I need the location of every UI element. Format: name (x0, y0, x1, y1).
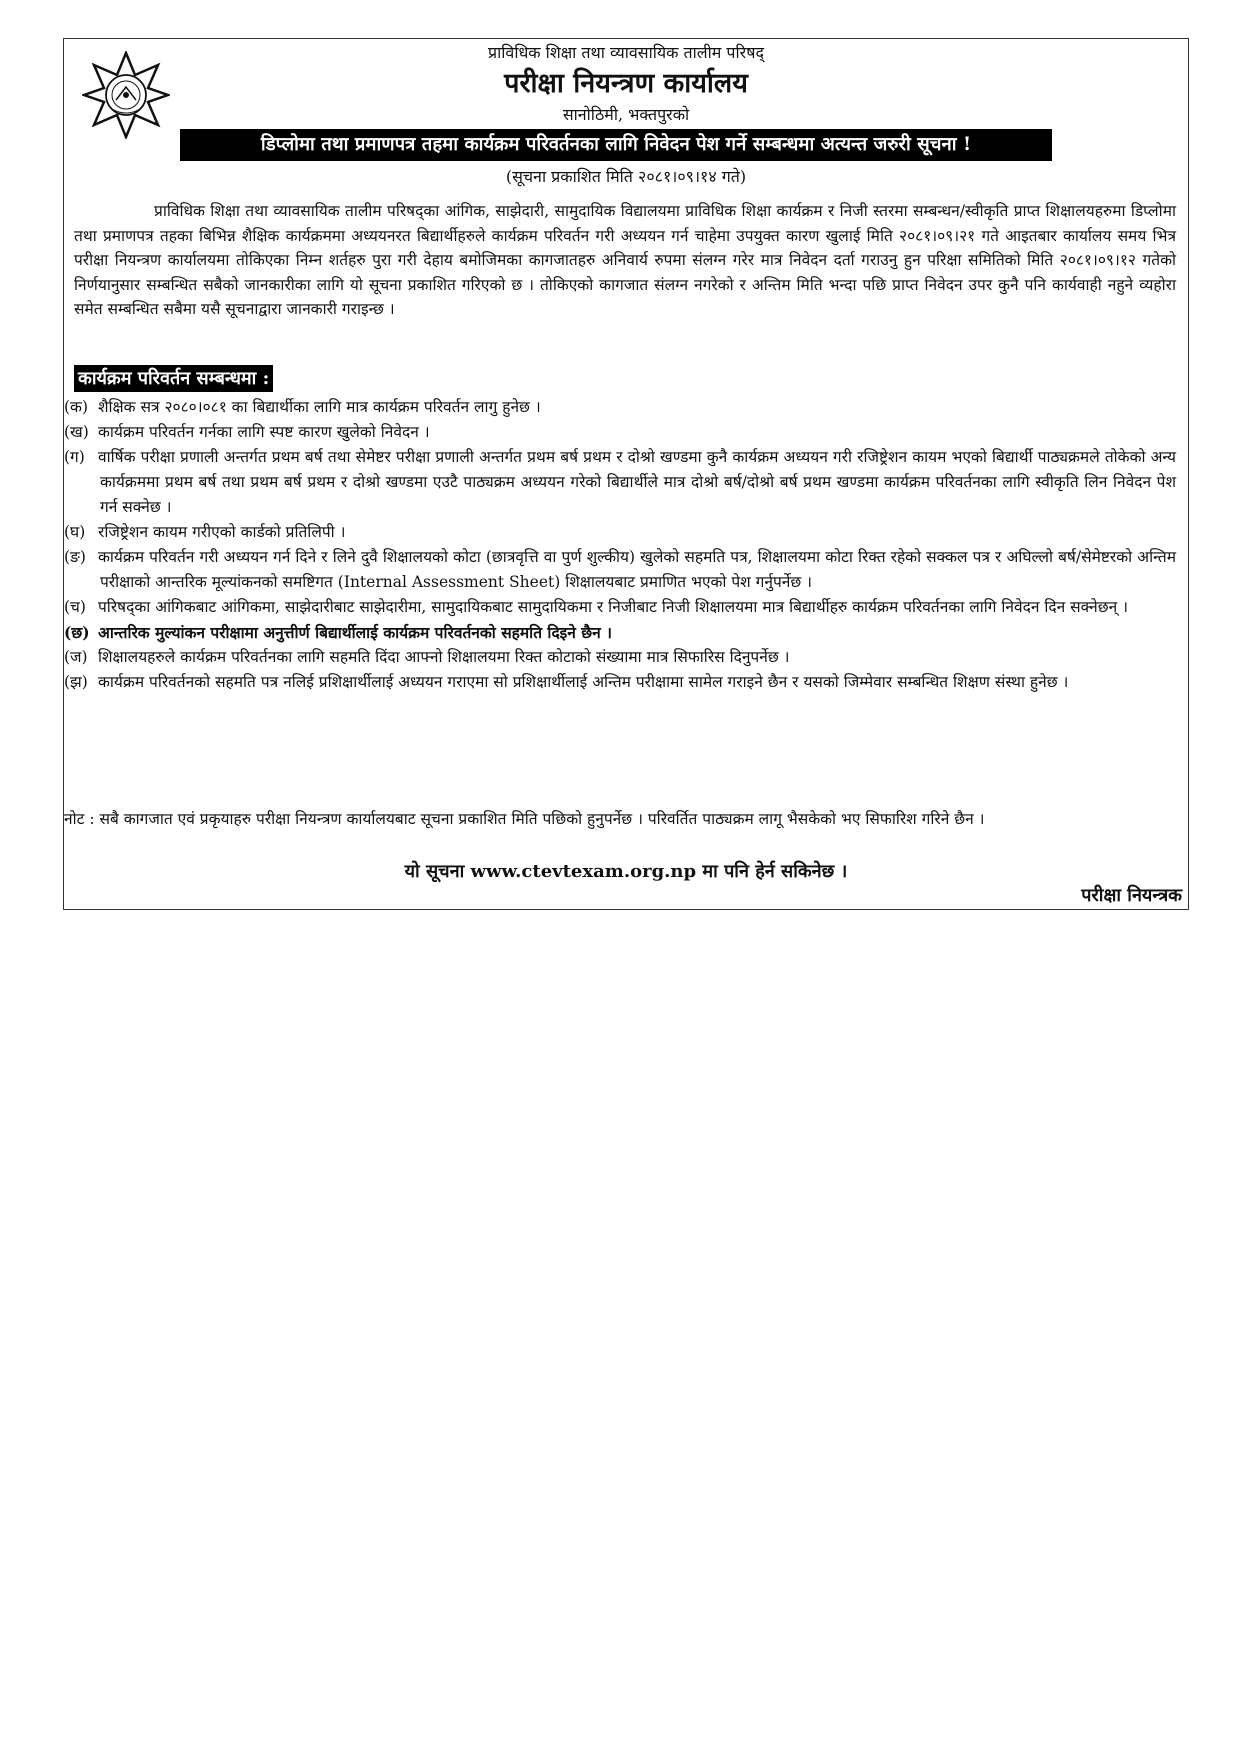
item-marker: (छ) (64, 623, 90, 642)
council-name: प्राविधिक शिक्षा तथा व्यावसायिक तालीम परिषद् (488, 43, 764, 62)
item-marker: (ख) (64, 423, 89, 441)
item-marker: (क) (64, 398, 88, 416)
office-name: परीक्षा नियन्त्रण कार्यालय (504, 68, 748, 99)
item-text: रजिष्ट्रेशन कायम गरीएको कार्डको प्रतिलिपी । (98, 523, 346, 541)
condition-item (64, 670, 1176, 695)
notice-box (63, 38, 1189, 910)
section-heading: कार्यक्रम परिवर्तन सम्बन्धमा : (74, 365, 273, 392)
condition-item (64, 595, 1176, 620)
item-text: कार्यक्रम परिवर्तन गरी अध्ययन गर्न दिने र लिने दुवै शिक्षालयको कोटा (छात्रवृत्ति वा पुर्ण शुल्कीय) खुलेको सहमति पत्र, शिक्षालयमा कोटा रिक्त रहेको सक्कल पत्र र अघिल्लो बर्ष/सेमेष्टरको अन्तिम परीक्षाको आन्तरिक मूल्यांकनको समष्टिगत (Internal Assessment Sheet) शिक्षालयबाट प्रमाणित भएको पेश गर्नुपर्नेछ । (98, 548, 1176, 591)
item-text: कार्यक्रम परिवर्तनको सहमति पत्र नलिई प्रशिक्षार्थीलाई अध्ययन गराएमा सो प्रशिक्षार्थीलाई अन्तिम परीक्षामा सामेल गराइने छैन र यसको जिम्मेवार सम्बन्धित शिक्षण संस्था हुनेछ । (98, 673, 1069, 691)
website-line: यो सूचना www.ctevtexam.org.np मा पनि हेर्न सकिनेछ । (404, 861, 848, 882)
publication-date: (सूचना प्रकाशित मिति २०८१।०९।१४ गते) (505, 167, 747, 186)
item-text: कार्यक्रम परिवर्तन गर्नका लागि स्पष्ट कारण खुलेको निवेदन । (98, 423, 430, 441)
condition-item (64, 395, 1176, 420)
item-marker: (झ) (64, 673, 88, 691)
item-marker: (च) (64, 598, 86, 616)
note-paragraph: नोट : सबै कागजात एवं प्रकृयाहरु परीक्षा नियन्त्रण कार्यालयबाट सूचना प्रकाशित मिति पछिको हुनुपर्नेछ । परिवर्तित पाठ्यक्रम लागू भैसकेको भए सिफारिश गरिने छैन । (64, 810, 985, 828)
condition-item (64, 420, 1176, 445)
item-text: वार्षिक परीक्षा प्रणाली अन्तर्गत प्रथम बर्ष तथा सेमेष्टर परीक्षा प्रणाली अन्तर्गत प्रथम बर्ष प्रथम र दोश्रो खण्डमा कुनै कार्यक्रम अध्ययन गरी रजिष्ट्रेशन कायम भएको बिद्यार्थी पाठ्यक्रमले तोकेको अन्य कार्यक्रममा प्रथम बर्ष तथा प्रथम बर्ष प्रथम र दोश्रो खण्डमा एउटै पाठ्यक्रम अध्ययन गरेको बिद्यार्थीले मात्र दोश्रो बर्ष/दोश्रो बर्ष प्रथम खण्डमा कार्यक्रम परिवर्तनका लागि स्वीकृति लिन निवेदन पेश गर्न सक्नेछ । (98, 448, 1176, 516)
condition-list (64, 395, 1176, 695)
signature: परीक्षा नियन्त्रक (1081, 885, 1182, 906)
condition-item (64, 545, 1176, 595)
condition-item (64, 645, 1176, 670)
intro-paragraph: प्राविधिक शिक्षा तथा व्यावसायिक तालीम परिषद्का आंगिक, साझेदारी, सामुदायिक विद्यालयमा प्राविधिक शिक्षा कार्यक्रम र निजी स्तरमा सम्बन्धन/स्वीकृति प्राप्त शिक्षालयहरुमा डिप्लोमा तथा प्रमाणपत्र तहका बिभिन्न शैक्षिक कार्यक्रममा अध्ययनरत बिद्यार्थीहरुले कार्यक्रम परिवर्तन गरी अध्ययन गर्न चाहेमा उपयुक्त कारण खुलाई मिति २०८१।०९।२१ गते आइतबार कार्यालय समय भित्र परीक्षा नियन्त्रण कार्यालयमा तोकिएका निम्न शर्तहरु पुरा गरी देहाय बमोजिमका कागजातहरु अनिवार्य रुपमा संलग्न गरेर मात्र निवेदन दर्ता गराउनु हुन परिक्षा समितिको मिति २०८१।०९।१२ गतेको निर्णयानुसार सम्बन्धित सबैको जानकारीका लागि यो सूचना प्रकाशित गरिएको छ । तोकिएको कागजात संलग्न नगरेको र अन्तिम मिति भन्दा पछि प्राप्त निवेदन उपर कुनै पनि कार्यवाही नहुने व्यहोरा समेत सम्बन्धित सबैमा यसै सूचनाद्वारा जानकारी गराइन्छ । (74, 202, 1176, 318)
item-marker: (ज) (64, 648, 88, 666)
item-text: शिक्षालयहरुले कार्यक्रम परिवर्तनका लागि सहमति दिंदा आफ्नो शिक्षालयमा रिक्त कोटाको संख्यामा मात्र सिफारिस दिनुपर्नेछ । (98, 648, 790, 666)
office-address: सानोठिमी, भक्तपुरको (562, 105, 690, 124)
item-text: परिषद्का आंगिकबाट आंगिकमा, साझेदारीबाट साझेदारीमा, सामुदायिकबाट सामुदायिकमा र निजीबाट निजी शिक्षालयमा मात्र बिद्यार्थीहरु कार्यक्रम परिवर्तनका लागि निवेदन दिन सक्नेछन् । (98, 598, 1128, 616)
item-marker: (ग) (64, 448, 85, 466)
condition-item (64, 520, 1176, 545)
condition-item (64, 620, 1176, 645)
condition-item (64, 445, 1176, 520)
item-text: आन्तरिक मुल्यांकन परीक्षामा अनुत्तीर्ण बिद्यार्थीलाई कार्यक्रम परिवर्तनको सहमति दिइने छैन । (98, 623, 613, 642)
notice-headline: डिप्लोमा तथा प्रमाणपत्र तहमा कार्यक्रम परिवर्तनका लागि निवेदन पेश गर्ने सम्बन्धमा अत्यन्त जरुरी सूचना ! (180, 129, 1052, 161)
item-text: शैक्षिक सत्र २०८०।०८१ का बिद्यार्थीका लागि मात्र कार्यक्रम परिवर्तन लागु हुनेछ । (98, 398, 541, 416)
item-marker: (ङ) (64, 548, 86, 566)
item-marker: (घ) (64, 523, 86, 541)
